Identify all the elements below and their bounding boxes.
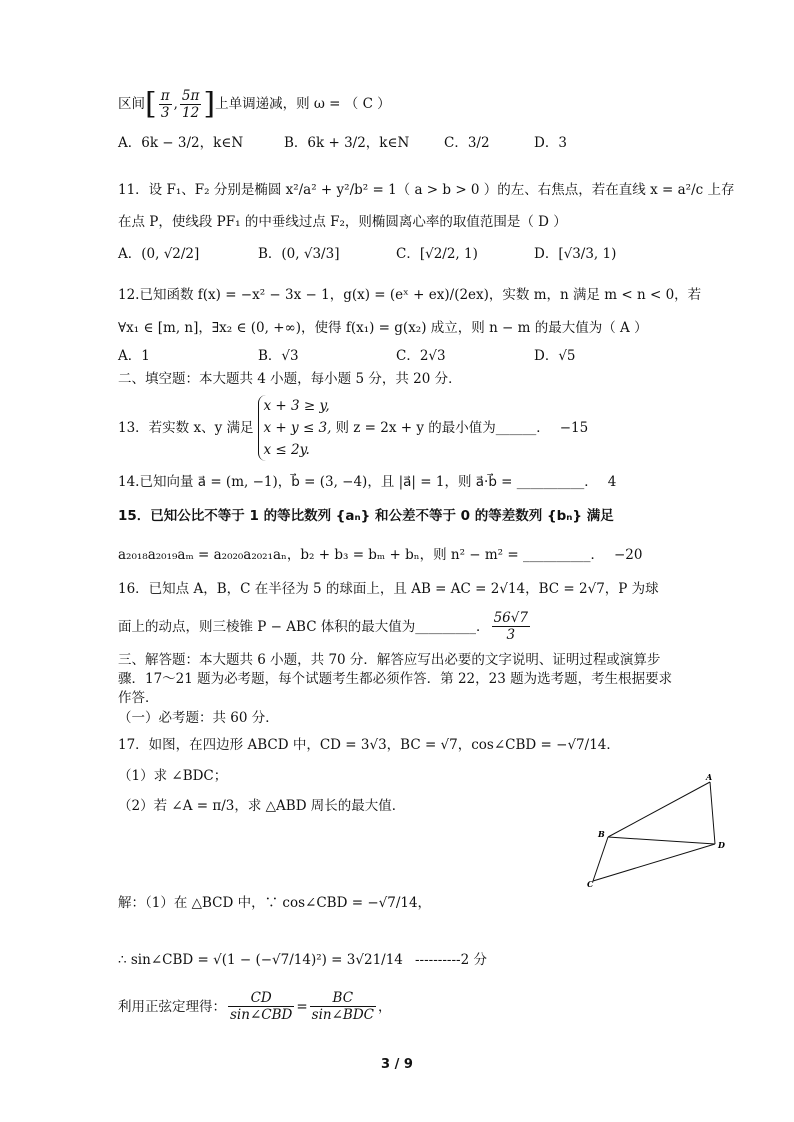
q13-answer: −15 [559,420,589,436]
interval-right-num: 5π [181,88,200,104]
q16-line2: 面上的动点，则三棱锥 P − ABC 体积的最大值为_________． [118,618,490,635]
q10-stem-text: 区间 [118,96,145,112]
left-bracket: [ [145,86,157,122]
section-3-line2: 骤．17～21 题为必考题，每个试题考生都必须作答．第 22，23 题为选考题，考生根据要求 [118,671,673,687]
q11-line1: 11．设 F₁、F₂ 分别是椭圆 x²/a² + y²/b² = 1（ a > b > 0 ）的左、右焦点，若在直线 x = a²/c 上存 [118,182,735,198]
label-b: B [598,829,605,839]
q17-part2: （2）若 ∠A = π/3，求 △ABD 周长的最大值． [118,798,406,814]
q15-line2: a₂₀₁₈a₂₀₁₉aₘ = a₂₀₂₀a₂₀₂₁aₙ，b₂ + b₃ = bₘ + bₙ，则 n² − m² = __________． [118,547,604,563]
edge-ad [710,782,715,844]
page-number: 3 / 9 [381,1057,413,1072]
q12-line1: 12.已知函数 f(x) = −x² − 3x − 1，g(x) = (eˣ + ex)/(2ex)，实数 m，n 满足 m < n < 0，若 [118,287,702,303]
interval-left-num: π [160,88,170,104]
q14 [118,472,616,492]
q11-option-b: B．(0, √3/3] [258,246,340,262]
interval-right [180,88,201,121]
edge-bc [593,837,608,881]
section-3-sub: （一）必考题：共 60 分． [118,710,279,726]
q16-answer-num: 56√7 [493,610,528,626]
q13-constraint-1: x + 3 ≥ y, [263,398,330,414]
q10-option-a: A．6k − 3/2，k∈N [118,135,244,151]
right-bracket: ] [203,86,216,122]
label-a: A [706,772,713,782]
q11-option-d: D．[√3/3, 1) [534,246,617,262]
frac1-den: sin∠CBD [230,1007,293,1023]
solution-frac1 [228,990,294,1023]
q13-system [258,395,332,461]
frac2-den: sin∠BDC [311,1007,374,1023]
q13-constraint-3: x ≤ 2y. [263,442,310,458]
q17-part1: （1）求 ∠BDC； [118,768,228,784]
q14-answer: 4 [607,474,617,490]
interval-left [159,88,172,121]
q12-line2: ∀x₁ ∈ [m, n]，∃x₂ ∈ (0, +∞)，使得 f(x₁) = g(x₂) 成立，则 n − m 的最大值为（ A ） [118,320,648,336]
section-2-heading: 二、填空题：本大题共 4 小题，每小题 5 分，共 20 分． [118,371,462,387]
q10-option-b: B．6k + 3/2，k∈N [284,135,410,151]
q13-constraint-2: x + y ≤ 3, [263,420,332,436]
solution-line3-prefix: 利用正弦定理得： [118,998,226,1015]
solution-line1: 解：（1）在 △BCD 中，∵ cos∠CBD = −√7/14， [118,895,432,911]
q10-stem2: 上单调递减，则 ω = （ C ） [215,96,391,112]
q10-stem: 区间[ $\frac{\pi}{3}$ , $\frac{5\pi}{12}$ ]上单调递减，则 ω = （ C ） [118,86,391,122]
section-3-line3: 作答． [118,690,159,706]
edge-bd [608,837,715,844]
q11-option-c: C．[√2/2, 1) [396,246,478,262]
q11-options [118,244,718,266]
frac2-num: BC [310,990,376,1007]
q16-answer [492,610,530,643]
section-3-line1: 三、解答题：本大题共 6 小题，共 70 分．解答应写出必要的文字说明、证明过程或演算步 [118,652,661,668]
solution-score: ----------2 分 [415,952,487,968]
q12-option-c: C．2√3 [396,348,446,364]
interval-right-den: 12 [182,105,200,121]
label-d: D [718,840,725,850]
q16-line1: 16．已知点 A，B，C 在半径为 5 的球面上，且 AB = AC = 2√14，BC = 2√7，P 为球 [118,581,659,597]
q16-answer-den: 3 [506,627,516,643]
q10-option-c: C．3/2 [444,135,490,151]
quadrilateral-figure [585,770,735,890]
q10-options [118,133,718,155]
label-c: C [587,879,594,889]
solution-equals: = [296,998,308,1015]
solution-line2: ∴ sin∠CBD = √(1 − (−√7/14)²) = 3√21/14 [118,952,403,968]
q13-suffix: 则 z = 2x + y 的最小值为______． [335,420,550,436]
q12-options [118,346,718,368]
q16-line2-wrap [118,610,532,643]
q13 [118,392,588,464]
q10-option-d: D．3 [534,135,567,151]
solution-line3-suffix: ， [377,998,392,1015]
q11-option-a: A．(0, √2/2] [118,246,200,262]
q15-line2-wrap [118,545,643,565]
q12-option-d: D．√5 [534,348,576,364]
edge-ba [608,782,710,837]
interval-left-den: 3 [160,105,170,121]
q12-option-b: B．√3 [258,348,299,364]
solution-line3 [118,990,391,1023]
q12-option-a: A．1 [118,348,150,364]
frac1-num: CD [228,990,294,1007]
solution-frac2 [310,990,376,1023]
q14-text: 14.已知向量 a⃗ = (m, −1)，b⃗ = (3, −4)，且 |a⃗| = 1，则 a⃗·b⃗ = __________． [118,474,598,490]
q17-line1: 17．如图，在四边形 ABCD 中，CD = 3√3，BC = √7，cos∠CBD = −√7/14． [118,737,620,753]
q15-answer: −20 [614,547,643,563]
q15-line1: 15．已知公比不等于 1 的等比数列 {aₙ} 和公差不等于 0 的等差数列 {bₙ} 满足 [118,508,614,524]
edge-cd [593,844,715,881]
q13-prefix: 13．若实数 x、y 满足 [118,420,254,436]
q11-line2: 在点 P，使线段 PF₁ 的中垂线过点 F₂，则椭圆离心率的取值范围是（ D ） [118,214,567,230]
